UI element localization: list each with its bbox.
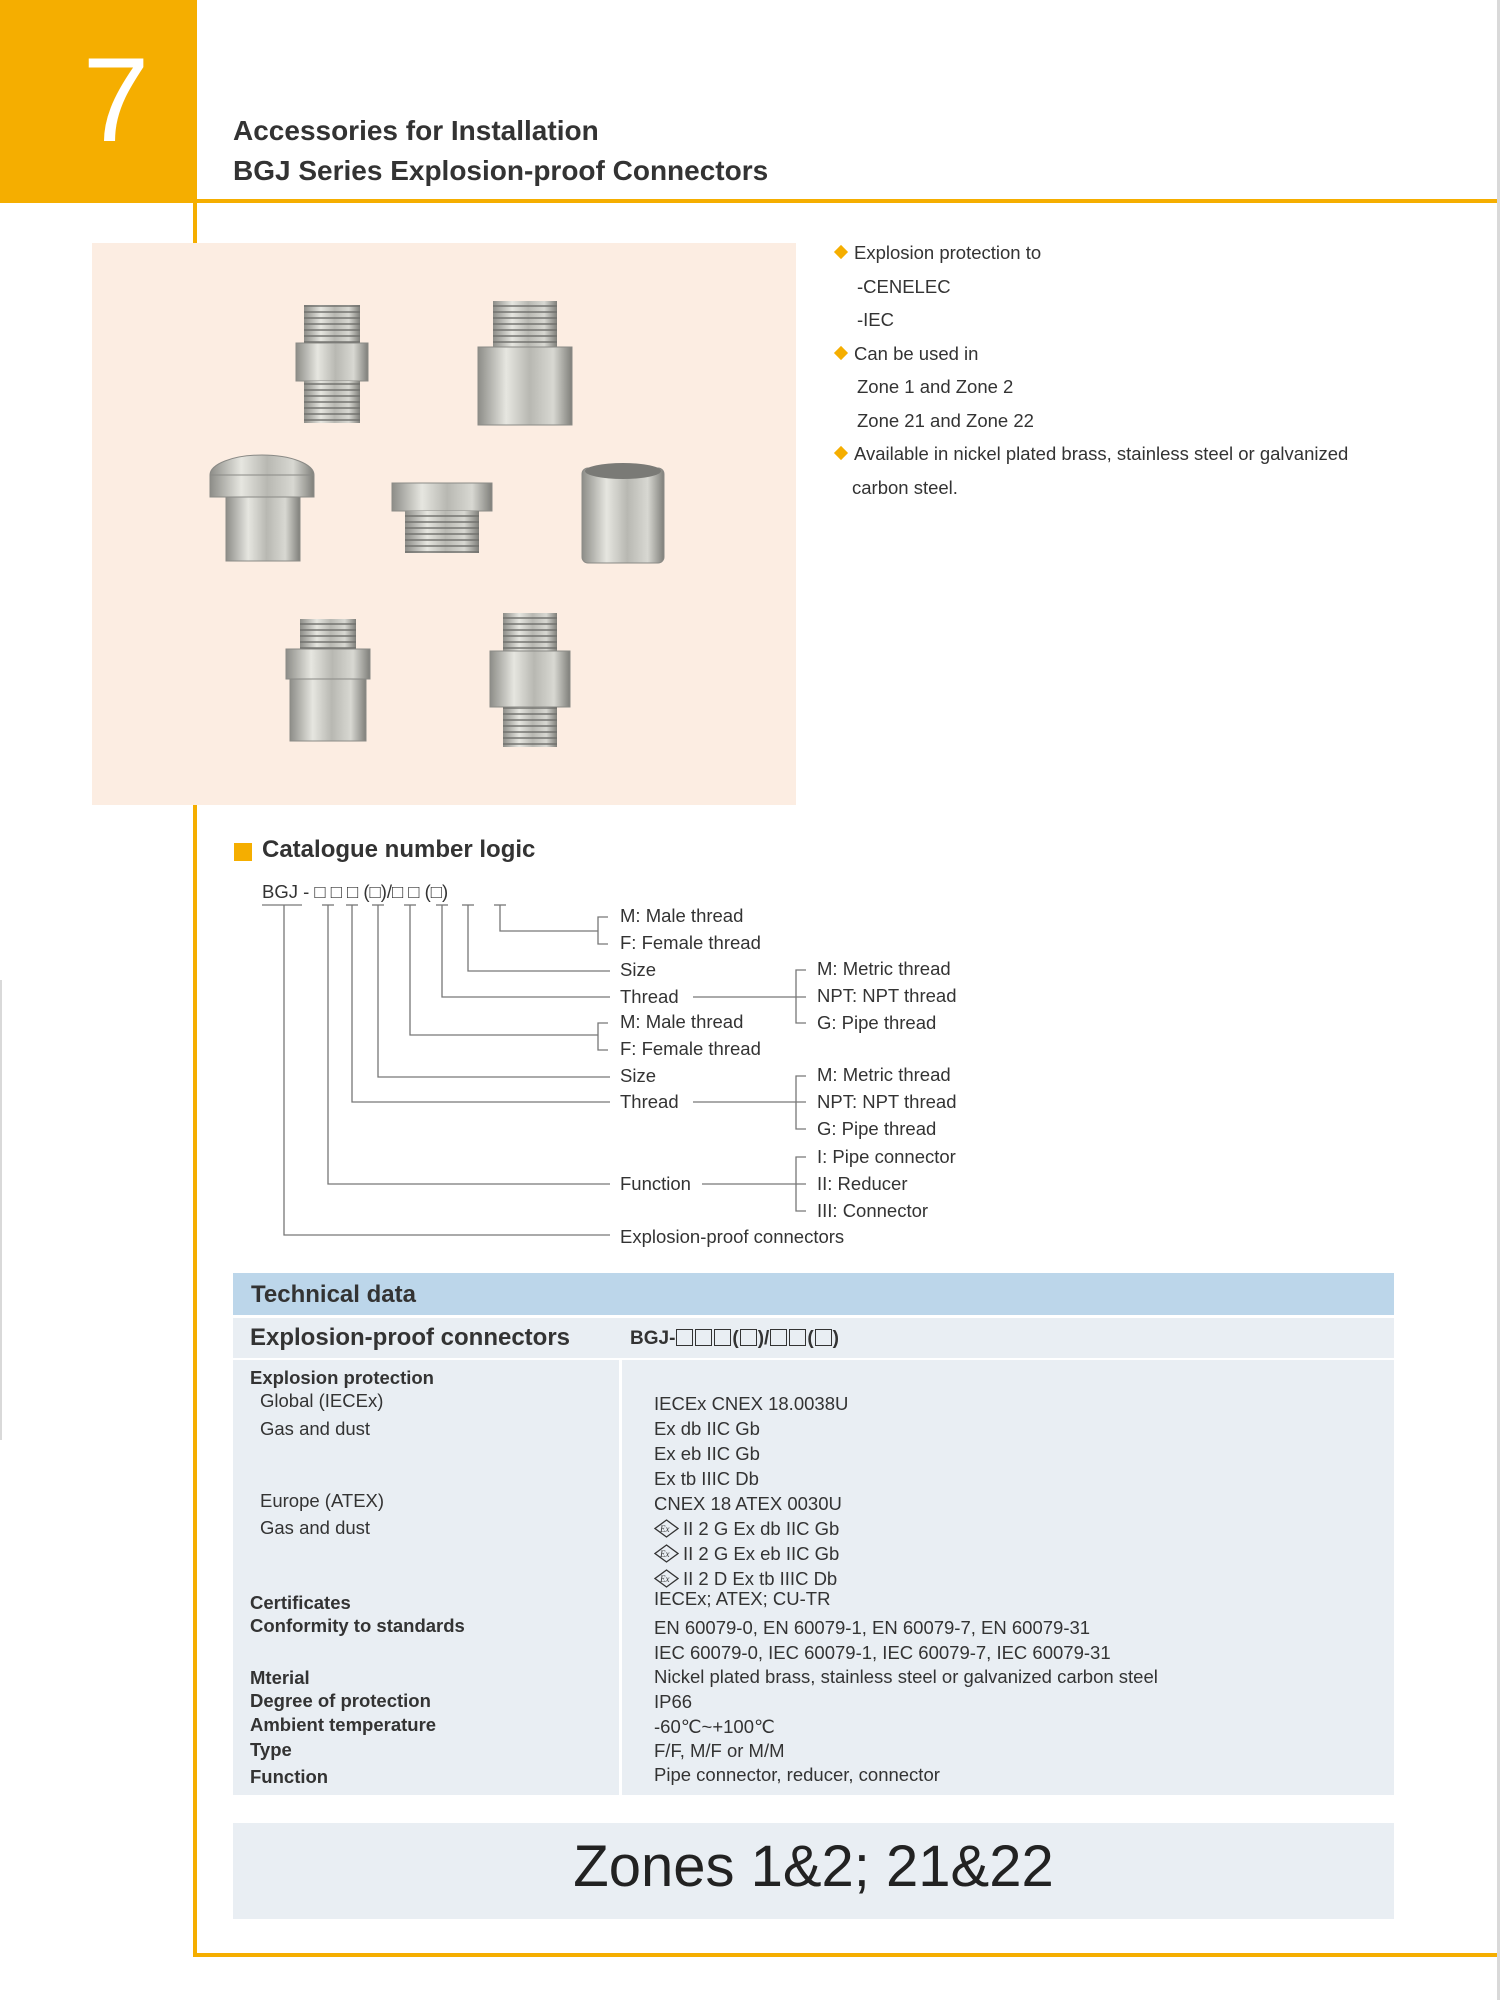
label-female-thread: F: Female thread	[620, 932, 761, 953]
label-metric-thread: M: Metric thread	[817, 958, 951, 979]
degree-value: IP66	[654, 1691, 693, 1712]
feature-item: -IEC	[857, 309, 894, 330]
product-code: BGJ- ( )/ ( )	[630, 1328, 839, 1349]
label-thread: Thread	[620, 986, 679, 1007]
conformity-value: EN 60079-0, EN 60079-1, EN 60079-7, EN 60079-31	[654, 1617, 1091, 1638]
ex-symbol-icon	[654, 1519, 679, 1538]
label-thread: Thread	[620, 1091, 679, 1112]
label-npt-thread: NPT: NPT thread	[817, 1091, 957, 1112]
type-value: F/F, M/F or M/M	[654, 1740, 785, 1761]
ex-symbol-icon	[654, 1544, 679, 1563]
catalogue-diagram	[0, 870, 1000, 1250]
conformity-label: Conformity to standards	[250, 1615, 465, 1636]
label-connector: III: Connector	[817, 1200, 929, 1221]
label-size: Size	[620, 1065, 656, 1086]
iecex-marking: Ex db IIC Gb	[654, 1418, 760, 1439]
connectors-illustration	[92, 243, 796, 805]
feature-item: Zone 21 and Zone 22	[857, 409, 1034, 431]
product-label: Explosion-proof connectors	[250, 1324, 571, 1351]
feature-item: Explosion protection to	[832, 236, 1348, 270]
fitting-reducer	[392, 483, 492, 553]
section-marker	[234, 843, 252, 861]
conformity-value: IEC 60079-0, IEC 60079-1, IEC 60079-7, IEC 60079-31	[654, 1642, 1111, 1663]
degree-label: Degree of protection	[250, 1690, 431, 1711]
material-label: Mterial	[250, 1667, 310, 1688]
label-female-thread: F: Female thread	[620, 1038, 761, 1059]
left-rule-top	[193, 203, 197, 243]
product-photo	[92, 243, 796, 805]
technical-data-header	[233, 1273, 1394, 1315]
ex-symbol-icon	[654, 1569, 679, 1588]
code-prefix: BGJ-	[630, 1328, 676, 1349]
label-male-thread: M: Male thread	[620, 905, 744, 926]
catalogue-code: BGJ - □ □ □ (□)/□ □ (□)	[262, 881, 449, 902]
header-rule	[197, 199, 1500, 203]
explosion-protection-label: Explosion protection	[250, 1367, 434, 1388]
atex-marking: Ex II 2 G Ex eb IIC Gb	[654, 1543, 839, 1565]
label-male-thread: M: Male thread	[620, 1011, 744, 1032]
label-function: Function	[620, 1173, 691, 1194]
ambient-label: Ambient temperature	[250, 1714, 437, 1735]
global-iecex-label: Global (IECEx)	[260, 1390, 384, 1411]
svg-text:Ex: Ex	[660, 1524, 670, 1534]
label-pipe-thread: G: Pipe thread	[817, 1118, 937, 1139]
label-pipe-connector: I: Pipe connector	[817, 1146, 956, 1167]
gas-dust-label: Gas and dust	[260, 1517, 371, 1538]
fitting-bulkhead-male-female	[286, 619, 370, 741]
certificates-label: Certificates	[250, 1592, 351, 1613]
europe-atex-label: Europe (ATEX)	[260, 1490, 385, 1511]
footer-rule	[193, 1953, 1500, 1957]
material-value: Nickel plated brass, stainless steel or galvanized carbon steel	[654, 1666, 1158, 1687]
feature-item: Zone 1 and Zone 2	[857, 376, 1014, 397]
label-size: Size	[620, 959, 656, 980]
page-title-line2: BGJ Series Explosion-proof Connectors	[233, 155, 769, 186]
feature-item: -CENELEC	[857, 275, 951, 297]
iecex-cert-value: IECEx CNEX 18.0038U	[654, 1393, 849, 1414]
iecex-marking: Ex eb IIC Gb	[654, 1443, 760, 1464]
section-number: 7	[82, 33, 150, 167]
gas-dust-label: Gas and dust	[260, 1418, 371, 1439]
technical-data-title: Technical data	[251, 1281, 416, 1308]
type-label: Type	[250, 1739, 292, 1760]
function-label: Function	[250, 1766, 329, 1787]
atex-marking: Ex II 2 D Ex tb IIIC Db	[654, 1568, 837, 1590]
feature-item: Available in nickel plated brass, stainless steel or galvanized	[832, 437, 1348, 471]
feature-item: Can be used in	[832, 337, 1348, 371]
feature-list	[832, 236, 1348, 504]
certificates-value: IECEx; ATEX; CU-TR	[654, 1588, 831, 1609]
page-title-line1: Accessories for Installation	[233, 115, 599, 146]
ambient-value: -60℃~+100℃	[654, 1716, 775, 1737]
label-pipe-thread: G: Pipe thread	[817, 1012, 937, 1033]
column-divider	[619, 1360, 622, 1795]
fitting-bulkhead-male-male	[490, 613, 570, 747]
feature-item: carbon steel.	[852, 476, 958, 498]
svg-text:Ex: Ex	[660, 1549, 670, 1559]
atex-cert-value: CNEX 18 ATEX 0030U	[654, 1493, 842, 1514]
iecex-marking: Ex tb IIIC Db	[654, 1468, 759, 1489]
function-value: Pipe connector, reducer, connector	[654, 1764, 940, 1785]
fitting-male-male	[296, 305, 368, 423]
label-npt-thread: NPT: NPT thread	[817, 985, 957, 1006]
svg-text:Ex: Ex	[660, 1574, 670, 1584]
fitting-male-female	[478, 301, 572, 425]
label-reducer: II: Reducer	[817, 1173, 908, 1194]
zones-banner-text: Zones 1&2; 21&22	[573, 1834, 1054, 1899]
label-metric-thread: M: Metric thread	[817, 1064, 951, 1085]
catalogue-title: Catalogue number logic	[262, 836, 536, 863]
label-explosion-proof-connectors: Explosion-proof connectors	[620, 1226, 845, 1247]
fitting-bulkhead	[210, 455, 314, 561]
fitting-female-female	[582, 463, 664, 563]
atex-marking: Ex II 2 G Ex db IIC Gb	[654, 1518, 839, 1540]
